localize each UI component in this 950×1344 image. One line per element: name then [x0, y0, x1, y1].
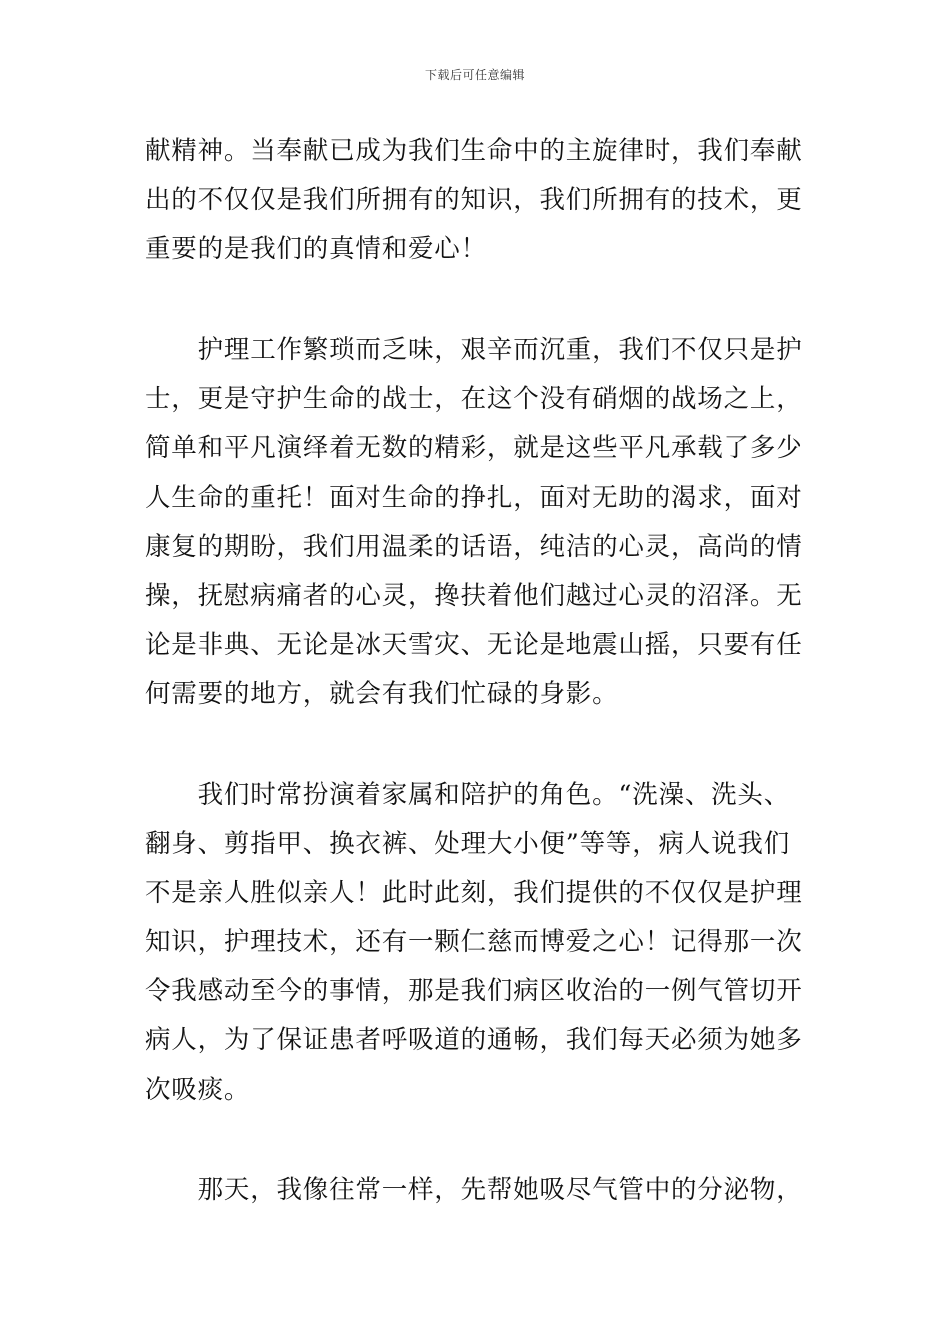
text-line: 重要的是我们的真情和爱心！ — [145, 234, 487, 264]
text-line: 知识，护理技术，还有一颗仁慈而博爱之心！记得那一次 — [145, 927, 803, 957]
text-line: 人生命的重托！面对生命的挣扎，面对无助的渴求，面对 — [145, 483, 803, 513]
text-line: 康复的期盼，我们用温柔的话语，纯洁的心灵，高尚的情 — [145, 532, 803, 562]
text-line: 护理工作繁琐而乏味，艰辛而沉重，我们不仅只是护 — [145, 335, 803, 365]
text-line: 次吸痰。 — [145, 1075, 251, 1105]
header-note: 下载后可任意编辑 — [424, 68, 525, 82]
text-line: 翻身、剪指甲、换衣裤、处理大小便”等等，病人说我们 — [145, 829, 791, 859]
text-line: 那天，我像往常一样，先帮她吸尽气管中的分泌物， — [145, 1175, 803, 1205]
text-line: 士，更是守护生命的战士，在这个没有硝烟的战场之上， — [145, 384, 803, 414]
text-line: 献精神。当奉献已成为我们生命中的主旋律时，我们奉献 — [145, 136, 803, 166]
text-line: 我们时常扮演着家属和陪护的角色。“洗澡、洗头、 — [145, 780, 791, 810]
text-line: 出的不仅仅是我们所拥有的知识，我们所拥有的技术，更 — [145, 185, 803, 215]
text-line: 病人，为了保证患者呼吸道的通畅，我们每天必须为她多 — [145, 1025, 803, 1055]
text-line: 简单和平凡演绎着无数的精彩，就是这些平凡承载了多少 — [145, 433, 803, 463]
text-line: 不是亲人胜似亲人！此时此刻，我们提供的不仅仅是护理 — [145, 878, 803, 908]
text-line: 论是非典、无论是冰天雪灾、无论是地震山摇，只要有任 — [145, 630, 803, 660]
text-line: 何需要的地方，就会有我们忙碌的身影。 — [145, 679, 619, 709]
text-line: 操，抚慰病痛者的心灵，搀扶着他们越过心灵的沼泽。无 — [145, 581, 803, 611]
text-line: 令我感动至今的事情，那是我们病区收治的一例气管切开 — [145, 976, 803, 1006]
